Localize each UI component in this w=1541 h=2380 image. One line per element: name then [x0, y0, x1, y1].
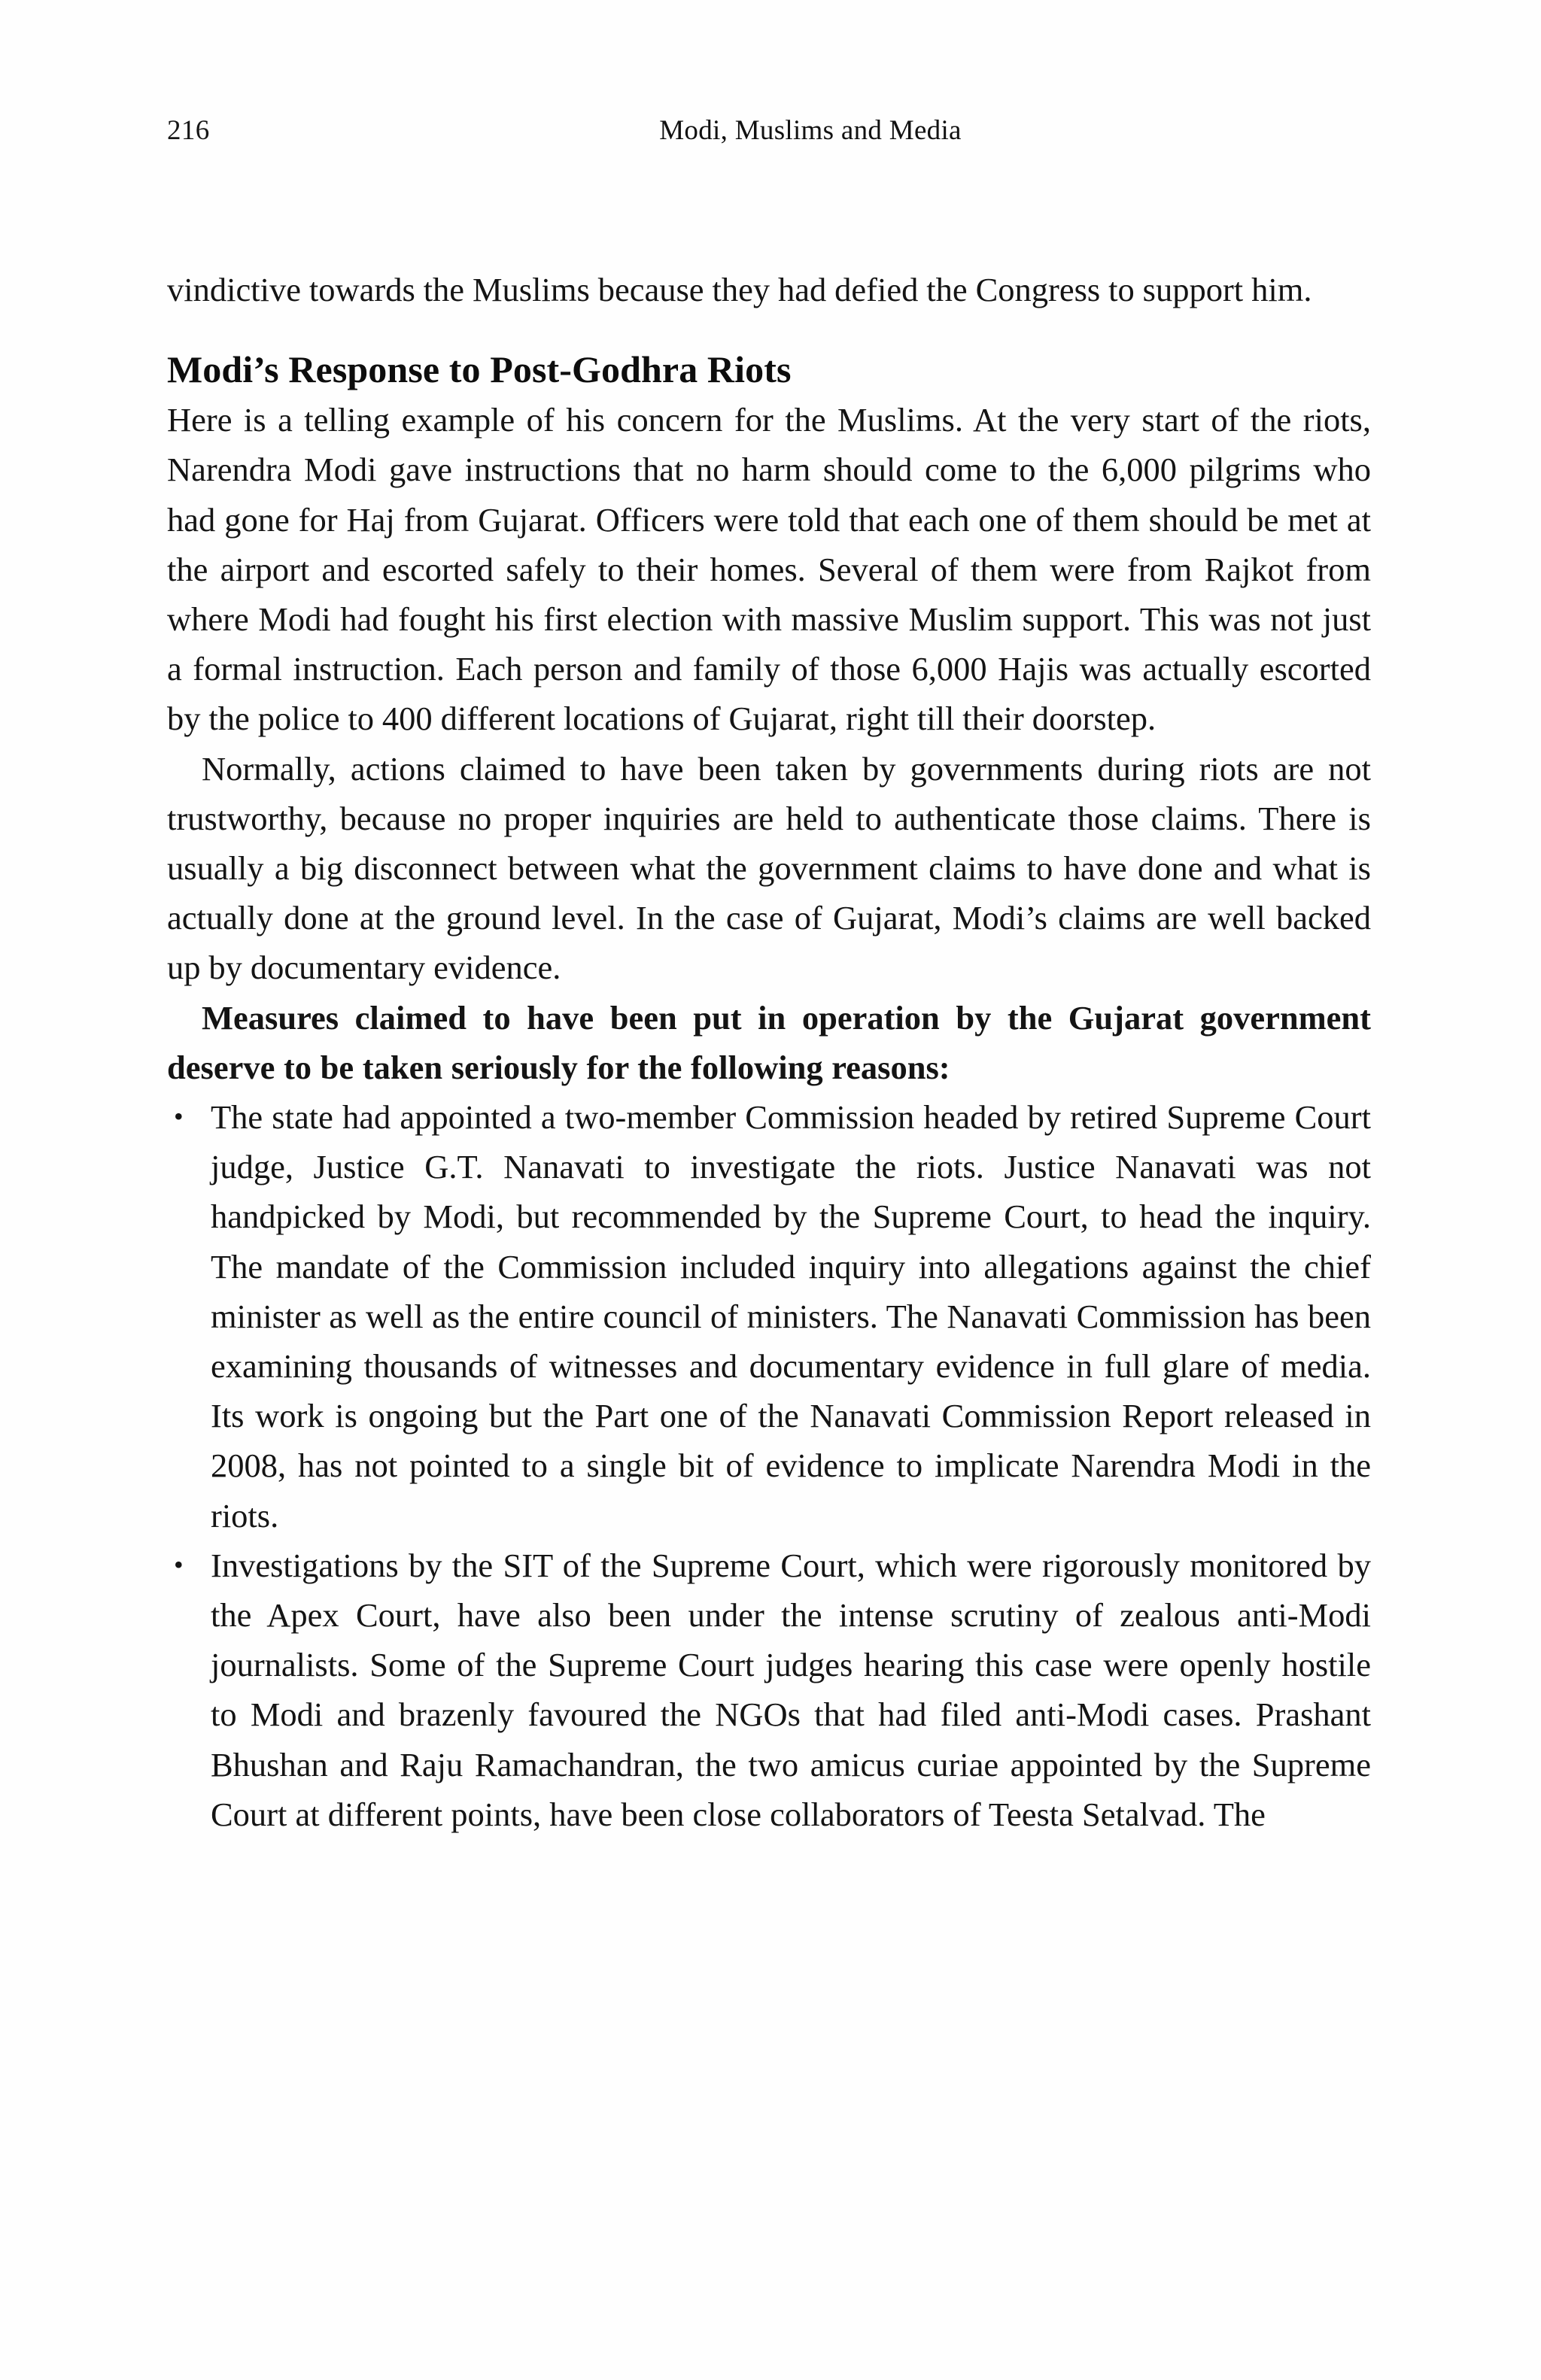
list-item: [167, 1541, 1371, 1839]
bullet-icon: •: [174, 1549, 184, 1580]
continued-paragraph: vindictive towards the Muslims because they had defied the Congress to support him.: [167, 271, 1312, 308]
running-head: [167, 114, 1378, 159]
list-item-text: Investigations by the SIT of the Supreme Court, which were rigorously monitored by the Apex Court, have also been under the intense scrutiny of zealous anti-Modi journalists. Some of the Supreme Court judges hearing this case were openly hostile to Modi and brazenly favoured the NGOs that had filed anti-Modi cases. Prashant Bhushan and Raju Ramachandran, the two amicus curiae appointed by the Supreme Court at different points, have been close collaborators of Teesta Setalvad. The: [211, 1546, 1371, 1833]
paragraph-1: Here is a telling example of his concern for the Muslims. At the very start of the riots, Narendra Modi gave instructions that no harm should come to the 6,000 pilgrims who had gone for Haj from Gujarat. Officers were told that each one of them should be met at the airport and escorted safely to their homes. Several of them were from Rajkot from where Modi had fought his first election with massive Muslim support. This was not just a formal instruction. Each person and family of those 6,000 Hajis was actually escorted by the police to 400 different locations of Gujarat, right till their doorstep.: [167, 401, 1371, 738]
reasons-list: [167, 1092, 1371, 1839]
list-item-text: The state had appointed a two-member Commission headed by retired Supreme Court judge, Justice G.T. Nanavati to investigate the riots. Justice Nanavati was not handpicked by Modi, but recommended by the Supreme Court, to head the inquiry. The mandate of the Commission included inquiry into allegations against the chief minister as well as the entire council of ministers. The Nanavati Commission has been examining thousands of witnesses and documentary evidence in full glare of media. Its work is ongoing but the Part one of the Nanavati Commission Report released in 2008, has not pointed to a single bit of evidence to implicate Narendra Modi in the riots.: [211, 1098, 1371, 1535]
paragraph-2: Normally, actions claimed to have been taken by governments during riots are not trustworthy, because no proper inquiries are held to authenticate those claims. There is usually a big disconnect between what the government claims to have done and what is actually done at the ground level. In the case of Gujarat, Modi’s claims are well backed up by documentary evidence.: [167, 749, 1371, 987]
list-item: [167, 1092, 1371, 1541]
page-number: 216: [167, 115, 210, 146]
section-heading: Modi’s Response to Post-Godhra Riots: [167, 348, 792, 391]
bullet-icon: •: [174, 1101, 184, 1132]
main-text-block: [167, 265, 1371, 1839]
book-title: Modi, Muslims and Media: [659, 115, 962, 146]
paragraph-3-bold-lead-in: Measures claimed to have been put in operation by the Gujarat government deserve to be taken seriously for the following reasons:: [167, 998, 1371, 1086]
